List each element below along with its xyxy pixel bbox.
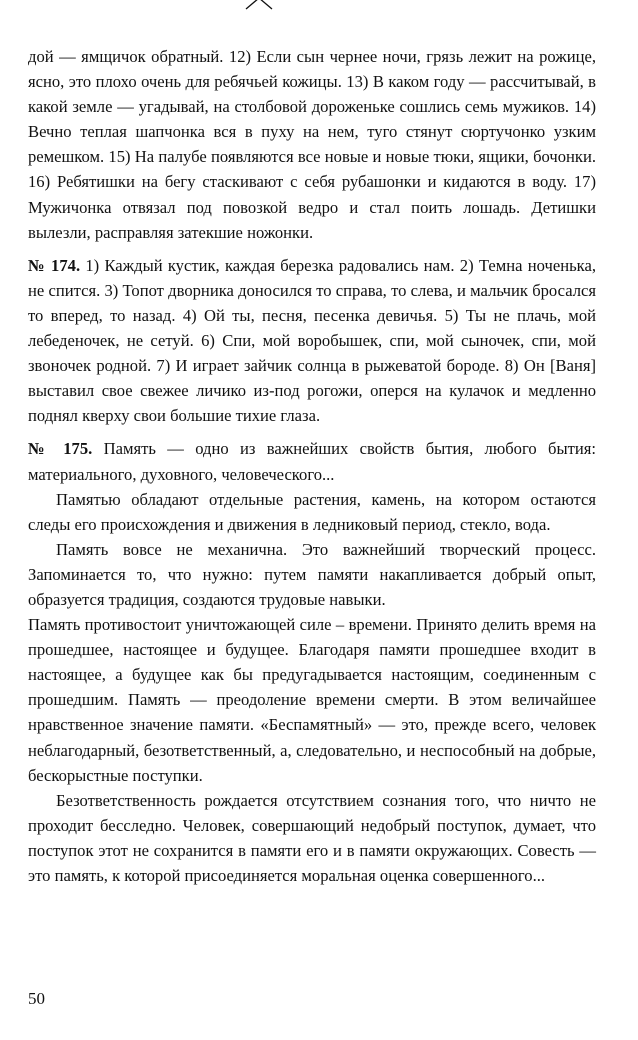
exercise-175-intro: Память — одно из важнейших свойств бытия, любого бытия: материального, духовного, человеческого...	[28, 439, 596, 484]
page-number: 50	[28, 989, 45, 1008]
exercise-175-paragraph: Память противостоит уничтожающей силе – времени. Принято делить время на прошедшее, настоящее и будущее. Благодаря памяти прошедшее входит в настоящее, а будущее как бы предугадывается настоящим, соединенным с прошедшим. Память — преодоление времени смерти. В этом величайшее нравственное значение памяти. «Беспамятный» — это, прежде всего, человек неблагодарный, безответственный, а, следовательно, и неспособный на добрые, бескорыстные поступки.	[28, 615, 596, 785]
page-content	[28, 44, 596, 888]
exercise-174-number: № 174.	[28, 255, 81, 275]
exercise-174-text: 1) Каждый кустик, каждая березка радовались нам. 2) Темна ноченька, не спится. 3) Топот дворника доносился то справа, то слева, и мальчик бросался то вперед, то назад. 4) Ой ты, песня, песенка девичья. 5) Ты не плачь, мой лебеденочек, не сетуй. 6) Спи, мой воробышек, спи, мой сыночек, спи, мой звоночек родной. 7) И играет зайчик солнца в рыжеватой бороде. 8) Он [Ваня] выставил свое свежее личико из-под рогожи, оперся на кулачок и медленно поднял кверху свои большие тихие глаза.	[28, 255, 596, 426]
exercise-175-number: № 175.	[28, 439, 93, 459]
exercise-175-paragraph: Память вовсе не механична. Это важнейший творческий процесс. Запоминается то, что нужно: путем памяти накапливается добрый опыт, образуется традиция, создаются трудовые навыки.	[28, 539, 596, 609]
exercise-174	[28, 253, 596, 429]
exercise-175	[28, 436, 596, 486]
exercise-173-continuation: дой — ямщичок обратный. 12) Если сын чернее ночи, грязь лежит на рожице, ясно, это плохо очень для ребячьей кожицы. 13) В каком году — рассчитывай, в какой земле — угадывай, на столбовой дороженьке сошлись семь мужиков. 14) Вечно теплая шапчонка вся в пуху на нем, туго стянут сюртучонко узким ремешком. 15) На палубе появляются все новые и новые тюки, ящики, бочонки. 16) Ребятишки на бегу стаскивают с себя рубашонки и кидаются в воду. 17) Мужичонка отвязал под повозкой ведро и стал поить лошадь. Детишки вылезли, расправляя затекшие ножонки.	[28, 47, 596, 242]
exercise-175-paragraph: Безответственность рождается отсутствием сознания того, что ничто не проходит бесследно. Человек, совершающий недобрый поступок, думает, что поступок этот не сохранится в памяти его и в памяти окружающих. Совесть — это память, к которой присоединяется моральная оценка совершенного...	[28, 790, 596, 885]
caret-mark-icon	[244, 0, 274, 10]
exercise-175-paragraph: Памятью обладают отдельные растения, камень, на котором остаются следы его происхождения и движения в ледниковый период, стекло, вода.	[28, 489, 596, 534]
